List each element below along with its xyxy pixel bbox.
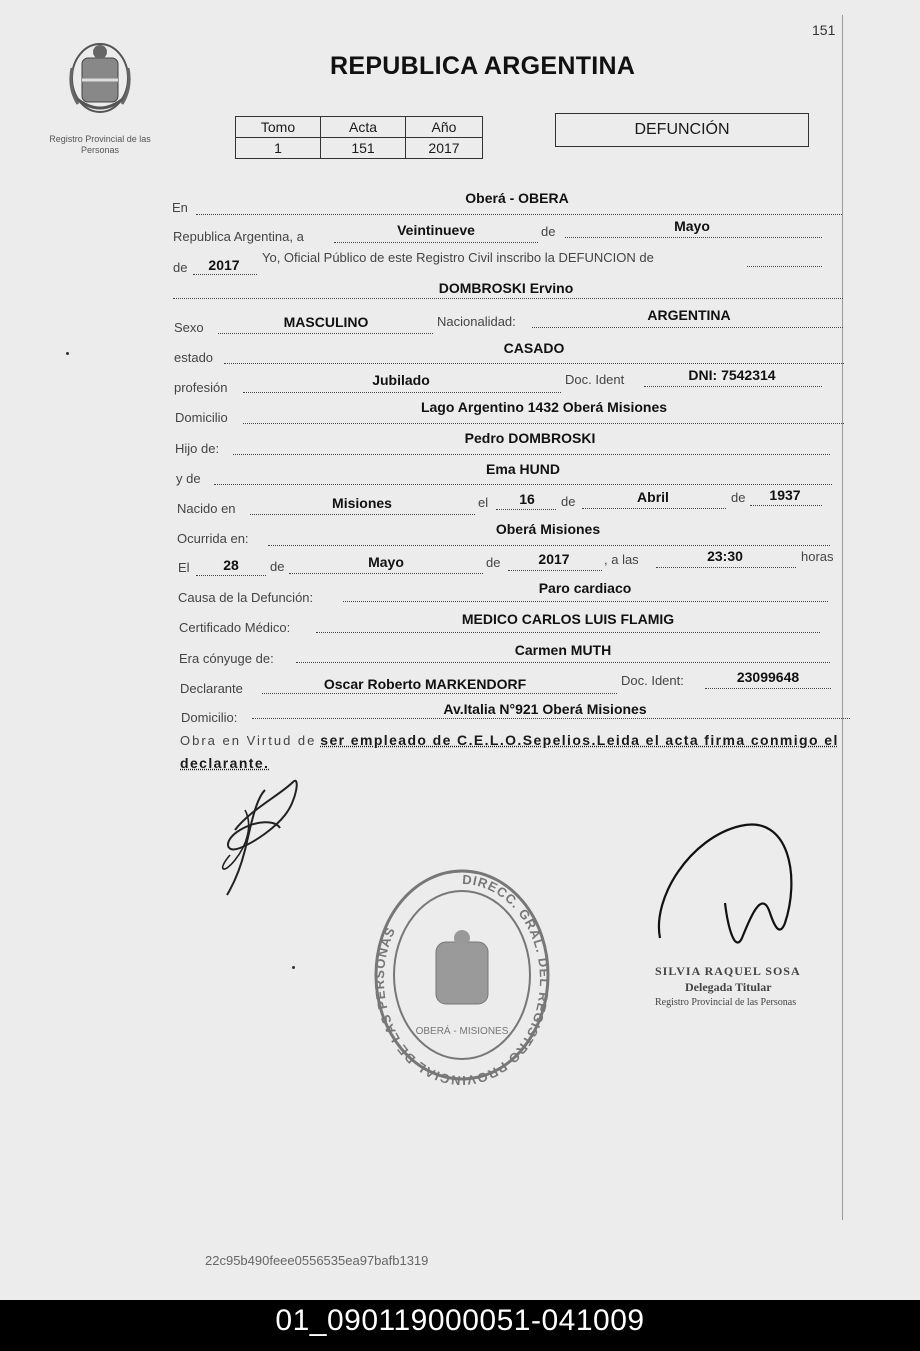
value-padre: Pedro DOMBROSKI — [464, 430, 596, 446]
dotted-line — [343, 601, 828, 602]
label-nacido-en: Nacido en — [177, 501, 236, 516]
label-profesion: profesión — [174, 380, 228, 395]
acta-value: 151 — [321, 138, 406, 159]
dotted-line — [268, 545, 830, 546]
dotted-line — [565, 237, 822, 238]
anio-header: Año — [406, 117, 483, 138]
value-ocurrida-en: Oberá Misiones — [495, 521, 601, 537]
anio-value: 2017 — [406, 138, 483, 159]
value-lugar: Oberá - OBERA — [465, 190, 569, 206]
document-hash: 22c95b490feee0556535ea97bafb1319 — [205, 1253, 429, 1268]
coat-of-arms-icon — [64, 38, 136, 120]
value-def-mes: Mayo — [368, 554, 404, 570]
label-domicilio-2: Domicilio: — [181, 710, 238, 725]
label-de: de — [541, 224, 556, 239]
label-horas: horas — [801, 549, 834, 564]
value-declarante-domicilio: Av.Italia N°921 Oberá Misiones — [443, 701, 647, 717]
dotted-line — [196, 214, 842, 215]
dotted-line — [243, 423, 844, 424]
seal-ring-text: DIRECC. GRAL. DEL REGISTRO PROVINCIAL DE LAS PERSONAS — [371, 871, 553, 1086]
obra-paragraph — [180, 729, 850, 774]
label-certificado: Certificado Médico: — [179, 620, 291, 635]
label-doc-ident: Doc. Ident — [565, 372, 625, 387]
value-domicilio: Lago Argentino 1432 Oberá Misiones — [420, 399, 668, 415]
value-certificado: MEDICO CARLOS LUIS FLAMIG — [461, 611, 675, 627]
label-el: el — [478, 495, 489, 510]
label-causa: Causa de la Defunción: — [178, 590, 314, 605]
label-domicilio: Domicilio — [175, 410, 228, 425]
label-conyuge: Era cónyuge de: — [179, 651, 274, 666]
dotted-line — [296, 662, 830, 663]
label-de2: de — [561, 494, 576, 509]
label-a-las: , a las — [604, 552, 639, 567]
speck — [292, 966, 295, 969]
label-y-de: y de — [176, 471, 201, 486]
value-dni: DNI: 7542314 — [688, 367, 776, 383]
declarant-signature — [205, 770, 315, 900]
value-nacido-en: Misiones — [332, 495, 392, 511]
page-title: REPUBLICA ARGENTINA — [330, 52, 636, 80]
dotted-line — [316, 632, 820, 633]
dotted-line — [193, 274, 257, 275]
value-obra-virtud: ser empleado de C.E.L.O.Sepelios.Leida el acta firma conmigo el declarante. — [180, 732, 839, 771]
registry-name: Registro Provincial de las Personas — [49, 134, 151, 155]
value-madre: Ema HUND — [486, 461, 560, 477]
value-dia-letras: Veintinueve — [397, 222, 475, 238]
label-sexo: Sexo — [174, 320, 204, 335]
value-nac-anio: 1937 — [769, 487, 801, 503]
dotted-line — [173, 298, 843, 299]
dotted-line — [496, 509, 556, 510]
value-def-hora: 23:30 — [707, 548, 743, 564]
label-de-short: de — [173, 260, 188, 275]
label-republica: Republica Argentina, a — [173, 229, 304, 244]
speck — [66, 352, 69, 355]
label-hijo-de: Hijo de: — [175, 441, 220, 456]
dotted-line — [644, 386, 822, 387]
value-declarante: Oscar Roberto MARKENDORF — [323, 676, 527, 692]
dotted-line — [218, 333, 433, 334]
dotted-line — [224, 363, 844, 364]
value-anio: 2017 — [208, 257, 240, 273]
dotted-line — [582, 508, 726, 509]
dotted-line — [705, 688, 831, 689]
label-de4: de — [270, 559, 285, 574]
value-nacionalidad: ARGENTINA — [647, 307, 731, 323]
page-border — [842, 15, 843, 1220]
value-profesion: Jubilado — [372, 372, 430, 388]
value-nac-mes: Abril — [637, 489, 669, 505]
label-de3: de — [731, 490, 746, 505]
value-sexo: MASCULINO — [283, 314, 369, 330]
value-def-anio: 2017 — [538, 551, 570, 567]
officer-signature — [650, 818, 810, 968]
footer-id: 01_090119000051-041009 — [275, 1304, 645, 1337]
tomo-header: Tomo — [236, 117, 321, 138]
label-doc-ident-2: Doc. Ident: — [621, 673, 684, 688]
tomo-value: 1 — [236, 138, 321, 159]
signer-block — [655, 963, 801, 1011]
dotted-line — [656, 567, 796, 568]
dotted-line — [508, 570, 602, 571]
registry-seal — [368, 864, 556, 1086]
label-declarante: Declarante — [180, 681, 243, 696]
acta-header: Acta — [321, 117, 406, 138]
seal-inner-text: OBERÁ - MISIONES — [415, 1026, 509, 1037]
value-conyuge: Carmen MUTH — [514, 642, 612, 658]
dotted-line — [750, 505, 822, 506]
acta-table — [235, 116, 483, 159]
value-nac-dia: 16 — [519, 491, 535, 507]
dotted-line — [747, 266, 822, 267]
dotted-line — [233, 454, 830, 455]
dotted-line — [252, 718, 850, 719]
signer-name: SILVIA RAQUEL SOSA — [655, 964, 801, 978]
doc-type-box: DEFUNCIÓN — [555, 113, 809, 147]
dotted-line — [243, 392, 561, 393]
dotted-line — [196, 575, 266, 576]
value-fallecido: DOMBROSKI Ervino — [438, 280, 574, 296]
label-obra: Obra en Virtud de — [180, 733, 317, 748]
dotted-line — [262, 693, 617, 694]
dotted-line — [532, 327, 843, 328]
signer-role: Delegada Titular — [685, 980, 772, 994]
label-estado: estado — [174, 350, 214, 365]
value-declarante-doc: 23099648 — [736, 669, 800, 685]
label-en: En — [172, 200, 188, 215]
dotted-line — [289, 573, 483, 574]
label-nacionalidad: Nacionalidad: — [437, 314, 516, 329]
label-ocurrida-en: Ocurrida en: — [177, 531, 249, 546]
dotted-line — [250, 514, 475, 515]
signer-org: Registro Provincial de las Personas — [655, 997, 797, 1008]
label-El: El — [178, 560, 190, 575]
value-def-dia: 28 — [223, 557, 239, 573]
label-de5: de — [486, 555, 501, 570]
value-mes: Mayo — [674, 218, 710, 234]
page-number: 151 — [812, 22, 836, 38]
dotted-line — [334, 242, 538, 243]
label-yo: Yo, Oficial Público de este Registro Civil inscribo la DEFUNCION de — [262, 250, 654, 265]
dotted-line — [214, 484, 832, 485]
value-estado: CASADO — [503, 340, 565, 356]
value-causa: Paro cardiaco — [538, 580, 632, 596]
